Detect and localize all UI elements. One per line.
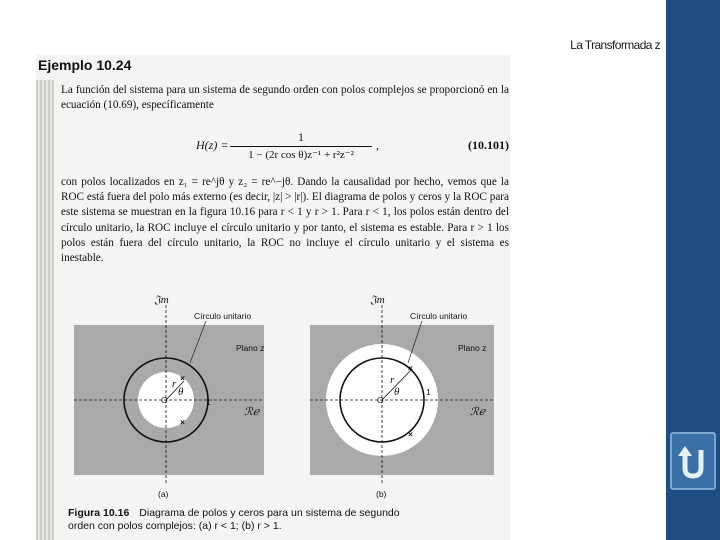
pole-lower-b: × (408, 429, 413, 439)
intro-paragraph: La función del sistema para un sistema de segundo orden con polos complejos se proporcionó en la ecuación (10.69), específicamente (61, 84, 509, 112)
equation-numerator: 1 (230, 130, 372, 147)
r-label-b: r (390, 374, 395, 386)
equation-lhs: H(z) = (196, 138, 229, 152)
equation-comma: , (376, 138, 379, 152)
circle-label-a: Círculo unitario (194, 311, 252, 321)
textbook-page (36, 55, 510, 540)
equation-fraction (230, 130, 372, 161)
caption-a: (a) (158, 489, 169, 499)
pole-zero-diagram-a (66, 291, 278, 503)
plane-label-a: Plano z (236, 343, 265, 353)
equation-number: (10.101) (468, 138, 509, 152)
example-title: Ejemplo 10.24 (38, 57, 132, 73)
theta-label-b: θ (394, 386, 400, 398)
equation-10-101 (196, 130, 516, 164)
back-button[interactable] (670, 432, 716, 490)
slide-title: La Transformada z (570, 38, 660, 52)
theta-label-a: θ (178, 386, 184, 398)
pole-lower-a: × (180, 417, 185, 427)
re-label-a: ℛℯ (244, 406, 260, 418)
re-label-b: ℛℯ (470, 406, 486, 418)
body-paragraph: con polos localizados en z₁ = re^jθ y z₂ = re^−jθ. Dando la causalidad por hecho, vemos que la ROC está fuera del polo más externo (es decir, |z| > |r|). El diagrama de polos y ceros y la ROC para este sistema se muestran en la figura 10.16 para r < 1 y r > 1. Para r < 1, los polos están dentro del círculo unitario, la ROC incluye el círculo unitario y por tanto, el sistema es estable. Para r > 1 los polos están fuera del círculo unitario, la ROC no incluye el círculo unitario y el sistema es inestable. (61, 176, 509, 265)
equation-denominator: 1 − (2r cos θ)z⁻¹ + r²z⁻² (248, 149, 354, 161)
pole-upper-a: × (180, 373, 185, 383)
zero-marker-b: O (377, 395, 384, 405)
im-label-b: 𝔍m (370, 294, 385, 306)
zero-marker-a: O (161, 395, 168, 405)
one-label-b: 1 (426, 387, 431, 397)
pole-zero-diagram-b (306, 291, 512, 503)
figure-label: Figura 10.16 (68, 507, 130, 519)
r-label-a: r (172, 378, 177, 390)
caption-b: (b) (376, 489, 387, 499)
figure-caption-line2: orden con polos complejos: (a) r < 1; (b) r > 1. (68, 520, 282, 532)
circle-label-b: Círculo unitario (410, 311, 468, 321)
one-label-a: 1 (206, 397, 211, 407)
figure-caption-line1: Diagrama de polos y ceros para un sistema de segundo (139, 507, 400, 519)
pole-upper-b: × (408, 363, 413, 373)
u-turn-arrow-icon (676, 442, 710, 482)
plane-label-b: Plano z (458, 343, 487, 353)
im-label-a: 𝔍m (154, 294, 169, 306)
page-binding-edge (36, 80, 54, 540)
figure-caption (68, 507, 400, 533)
